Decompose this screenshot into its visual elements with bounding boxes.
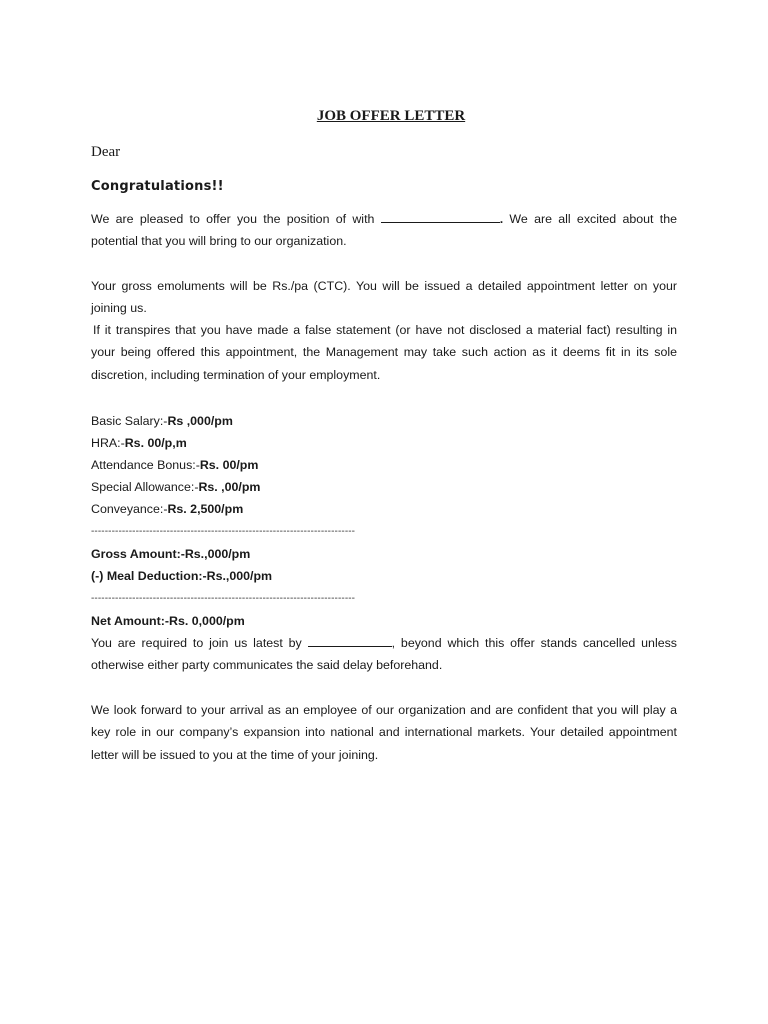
closing-paragraph: We look forward to your arrival as an employee of our organization and are confident that you will play a key role in our company’s expansion into national and international markets. Your detailed appointment letter will be issued to you at the time of your joining. — [91, 703, 677, 762]
salary-row-basic — [91, 412, 233, 430]
divider-line: ----------------------------------------------------------------------------- — [91, 526, 356, 537]
false-statement-paragraph: If it transpires that you have made a false statement (or have not disclosed a material fact) resulting in your being offered this appointment, the Management may take such action as it deems fit in its sole discretion, including termination of your employment. — [91, 323, 677, 382]
salary-label: Basic Salary:- — [91, 414, 168, 428]
net-amount — [91, 612, 245, 630]
salary-value: Rs. 00/p,m — [124, 436, 187, 450]
salary-row-hra — [91, 434, 187, 452]
salary-value: Rs. ,00/pm — [198, 480, 261, 494]
gross-amount: Gross Amount:-Rs.,000/pm — [91, 547, 251, 561]
offer-text-end: We are all excited about the potential that you will bring to our organization. — [91, 212, 677, 249]
letter-title: JOB OFFER LETTER — [316, 108, 466, 124]
salary-label: HRA:- — [91, 436, 125, 450]
joining-paragraph — [91, 632, 677, 677]
emoluments-paragraph: Your gross emoluments will be Rs./pa (CTC). You will be issued a detailed appointment letter on your joining us. — [91, 279, 677, 316]
salary-row-conveyance — [91, 500, 243, 518]
joining-date-blank — [308, 634, 392, 647]
offer-period: . — [499, 212, 504, 226]
offer-text-start: We are pleased to offer you the position of with — [91, 212, 381, 226]
salary-value: Rs. 00/pm — [199, 458, 259, 472]
salutation: Dear — [91, 144, 121, 160]
joining-text-start: You are required to join us latest by — [91, 636, 308, 650]
joining-text-end: , beyond which this offer stands cancelled unless otherwise either party communicates the said delay beforehand. — [91, 636, 677, 673]
salary-label: Conveyance:- — [91, 502, 168, 516]
salary-value: Rs ,000/pm — [167, 414, 233, 428]
net-amount-label: Net Amount:- — [91, 614, 169, 628]
net-amount-value: Rs. 0,000/pm — [169, 614, 245, 628]
company-name-blank — [381, 210, 500, 223]
congratulations-heading: Congratulations!! — [91, 179, 224, 194]
meal-deduction: (-) Meal Deduction:-Rs.,000/pm — [91, 569, 273, 583]
salary-row-special — [91, 478, 260, 496]
salary-label: Attendance Bonus:- — [91, 458, 200, 472]
salary-label: Special Allowance:- — [91, 480, 199, 494]
offer-paragraph — [91, 208, 677, 253]
salary-row-attendance — [91, 456, 258, 474]
divider-line: ----------------------------------------------------------------------------- — [91, 593, 356, 604]
salary-value: Rs. 2,500/pm — [167, 502, 244, 516]
